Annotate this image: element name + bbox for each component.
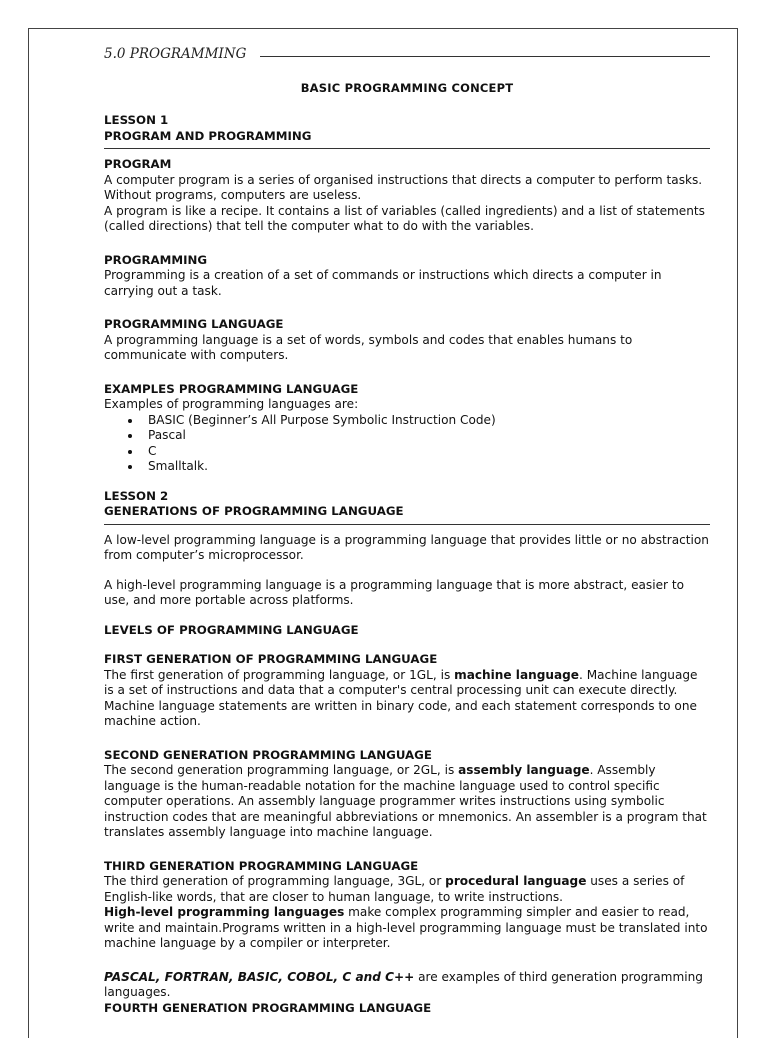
examples-list — [104, 413, 710, 475]
second-generation-paragraph — [104, 763, 710, 841]
program-paragraph-2: A program is like a recipe. It contains a list of variables (called ingredients) and a list of statements (called directions) that tell the computer what to do with the variables. — [104, 203, 705, 233]
lesson-2-title: GENERATIONS OF PROGRAMMING LANGUAGE — [104, 504, 404, 518]
text-run: The third generation of programming language, 3GL, or — [104, 874, 446, 888]
examples-heading: EXAMPLES PROGRAMMING LANGUAGE — [104, 381, 359, 396]
programming-language-paragraph: A programming language is a set of words, symbols and codes that enables humans to communicate with computers. — [104, 332, 633, 362]
third-generation-heading: THIRD GENERATION PROGRAMMING LANGUAGE — [104, 858, 419, 873]
list-item: C — [128, 444, 710, 460]
program-paragraph-1: A computer program is a series of organised instructions that directs a computer to perform tasks. Without programs, computers are useless. — [104, 172, 703, 202]
section-header — [104, 46, 710, 64]
section-title: 5.0 PROGRAMMING — [104, 46, 247, 63]
lesson-1-title: PROGRAM AND PROGRAMMING — [104, 128, 312, 143]
low-level-paragraph: A low-level programming language is a programming language that provides little or no abstraction from computer’s microprocessor. — [104, 532, 709, 562]
text-run: The second generation programming language, or 2GL, is — [104, 763, 459, 777]
programming-heading: PROGRAMMING — [104, 252, 208, 267]
text-run: uses a series of English-like words, that are closer to human language, to write instructions. — [104, 874, 685, 904]
third-generation-examples — [104, 970, 710, 1001]
first-generation-paragraph — [104, 668, 710, 730]
assembly-language-term: assembly language — [458, 763, 590, 777]
high-level-languages-paragraph — [104, 905, 710, 952]
list-item: Smalltalk. — [128, 459, 710, 475]
header-rule — [260, 56, 710, 57]
examples-intro: Examples of programming languages are: — [104, 397, 359, 411]
program-heading: PROGRAM — [104, 157, 172, 171]
document-title: BASIC PROGRAMMING CONCEPT — [300, 81, 514, 95]
language-names: PASCAL, FORTRAN, BASIC, COBOL, C and C++ — [104, 969, 415, 984]
fourth-generation-heading: FOURTH GENERATION PROGRAMMING LANGUAGE — [104, 1000, 432, 1015]
list-item: BASIC (Beginner’s All Purpose Symbolic Instruction Code) — [128, 413, 710, 429]
machine-language-term: machine language — [454, 667, 580, 682]
high-level-paragraph: A high-level programming language is a programming language that is more abstract, easier to use, and more portable across platforms. — [104, 577, 684, 607]
document-page — [28, 28, 738, 1038]
text-run: The first generation of programming language, or 1GL, is — [104, 667, 455, 682]
third-generation-paragraph — [104, 874, 710, 905]
levels-heading: LEVELS OF PROGRAMMING LANGUAGE — [104, 622, 359, 637]
procedural-language-term: procedural language — [445, 874, 587, 888]
list-item: Pascal — [128, 428, 710, 444]
lesson-1-label: LESSON 1 — [104, 113, 169, 127]
lesson-2-label: LESSON 2 — [104, 488, 169, 503]
text-run: make complex programming simpler and easier to read, write and maintain.Programs written in a high-level programming language must be translated into machine language by a compiler or interpreter. — [104, 905, 708, 950]
high-level-languages-term: High-level programming languages — [104, 905, 345, 919]
first-generation-heading: FIRST GENERATION OF PROGRAMMING LANGUAGE — [104, 652, 438, 666]
programming-paragraph: Programming is a creation of a set of commands or instructions which directs a computer in carrying out a task. — [104, 268, 662, 298]
programming-language-heading: PROGRAMMING LANGUAGE — [104, 317, 284, 331]
text-run: . Machine language is a set of instructions and data that a computer's central processing unit can execute directly. Machine language statements are written in binary code, and each statement corresponds to one machine action. — [104, 667, 698, 728]
document-body — [104, 113, 710, 1016]
text-run: . Assembly language is the human-readable notation for the machine language used to control specific computer operations. An assembly language programmer writes instructions using symbolic instruction codes that are meaningful abbreviations or mnemonics. An assembler is a program that translates assembly language into machine language. — [104, 763, 707, 839]
second-generation-heading: SECOND GENERATION PROGRAMMING LANGUAGE — [104, 747, 432, 762]
text-run: are examples of third generation programming languages. — [104, 969, 703, 999]
